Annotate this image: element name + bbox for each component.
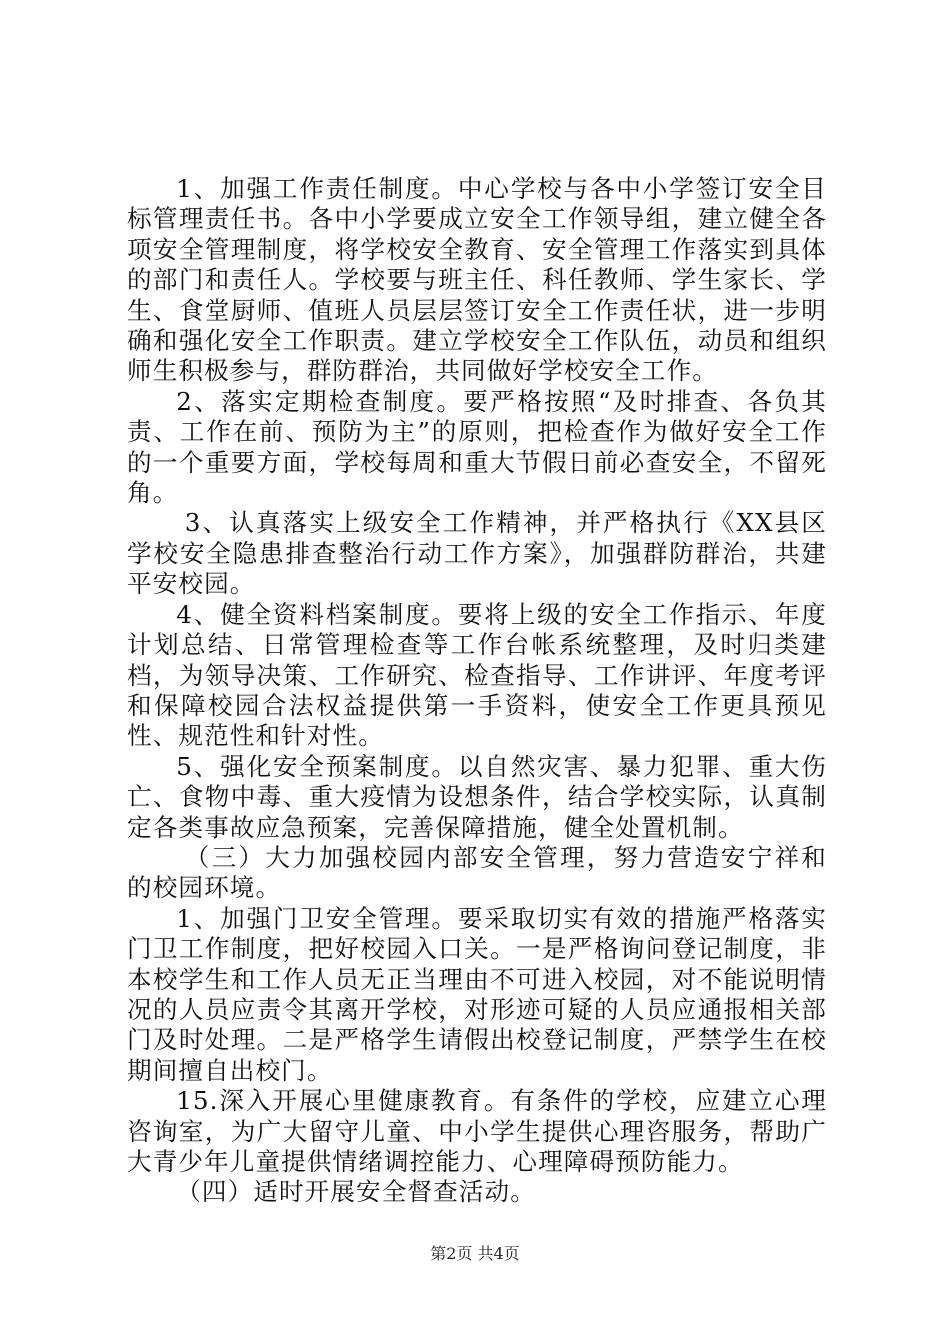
- paragraph-5: 5、强化安全预案制度。以自然灾害、暴力犯罪、重大伤亡、食物中毒、重大疫情为设想条件，结合学校实际，认真制定各类事故应急预案，完善保障措施，健全处置机制。: [127, 751, 827, 842]
- paragraph-7: 15.深入开展心里健康教育。有条件的学校，应建立心理咨询室，为广大留守儿童、中小学生提供心理咨服务，帮助广大青少年儿童提供情绪调控能力、心理障碍预防能力。: [127, 1086, 827, 1176]
- paragraph-2: 2、落实定期检查制度。要严格按照“及时排查、各负其责、工作在前、预防为主”的原则，把检查作为做好安全工作的一个重要方面，学校每周和重大节假日前必查安全，不留死角。: [127, 386, 827, 508]
- section-heading-4: （四）适时开展安全督查活动。: [176, 1177, 536, 1207]
- paragraph-1: 1、加强工作责任制度。中心学校与各中小学签订安全目标管理责任书。各中小学要成立安全工作领导组，建立健全各项安全管理制度，将学校安全教育、安全管理工作落实到具体的部门和责任人。学校要与班主任、科任教师、学生家长、学生、食堂厨师、值班人员层层签订安全工作责任状，进一步明确和强化安全工作职责。建立学校安全工作队伍，动员和组织师生积极参与，群防群治，共同做好学校安全工作。: [127, 174, 827, 386]
- paragraph-3: 3、认真落实上级安全工作精神，并严格执行《XX县区学校安全隐患排查整治行动工作方案》，加强群防群治，共建平安校园。: [127, 508, 827, 599]
- paragraph-4: 4、健全资料档案制度。要将上级的安全工作指示、年度计划总结、日常管理检查等工作台帐系统整理，及时归类建档，为领导决策、工作研究、检查指导、工作讲评、年度考评和保障校园合法权益提供第一手资料，使安全工作更具预见性、规范性和针对性。: [127, 599, 827, 751]
- section-heading-3: （三）大力加强校园内部安全管理，努力营造安宁祥和的校园环境。: [127, 842, 827, 903]
- document-body: [127, 174, 827, 1208]
- paragraph-6: 1、加强门卫安全管理。要采取切实有效的措施严格落实门卫工作制度，把好校园入口关。一是严格询问登记制度，非本校学生和工作人员无正当理由不可进入校园，对不能说明情况的人员应责令其离开学校，对形迹可疑的人员应通报相关部门及时处理。二是严格学生请假出校登记制度，严禁学生在校期间擅自出校门。: [127, 903, 827, 1085]
- page-footer: 第2页 共4页: [430, 1244, 520, 1263]
